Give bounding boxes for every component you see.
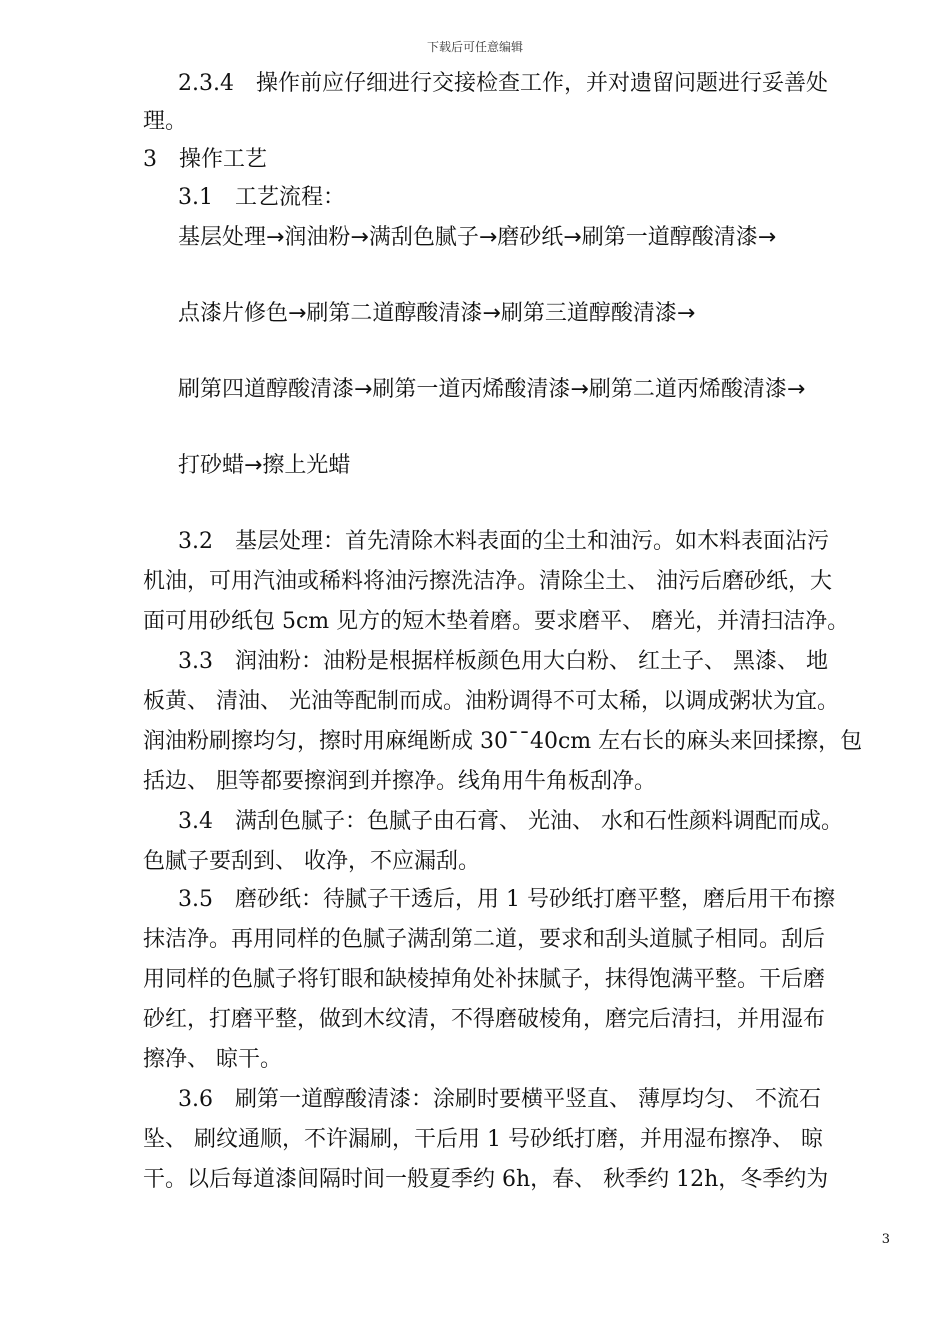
- para-3-2-line-1: 3.2 基层处理：首先清除木料表面的尘土和油污。如木料表面沾污: [178, 529, 829, 554]
- para-3-4-line-1: 3.4 满刮色腻子：色腻子由石膏、 光油、 水和石性颜料调配而成。: [178, 809, 843, 834]
- para-3-3-line-3: 润油粉刷擦均匀，擦时用麻绳断成 30¯¯40cm 左右长的麻头来回揉擦，包: [143, 729, 863, 754]
- section-3-heading: 3 操作工艺: [143, 147, 267, 172]
- para-3-5-line-4: 砂红，打磨平整，做到木纹清，不得磨破棱角，磨完后清扫，并用湿布: [143, 1007, 826, 1032]
- para-3-6-line-1: 3.6 刷第一道醇酸清漆：涂刷时要横平竖直、 薄厚均匀、 不流石: [178, 1087, 821, 1112]
- section-3-1-heading: 3.1 工艺流程：: [178, 185, 345, 210]
- process-flow-line-4: 打砂蜡→擦上光蜡: [178, 453, 351, 478]
- para-2-3-4-line-1: 2.3.4 操作前应仔细进行交接检查工作，并对遗留问题进行妥善处: [178, 71, 828, 96]
- page-header-note: 下载后可任意编辑: [426, 40, 523, 54]
- para-3-5-line-2: 抹洁净。再用同样的色腻子满刮第二道，要求和刮头道腻子相同。刮后: [143, 927, 826, 952]
- process-flow-line-2: 点漆片修色→刷第二道醇酸清漆→刷第三道醇酸清漆→: [178, 301, 696, 326]
- para-3-2-line-3: 面可用砂纸包 5cm 见方的短木垫着磨。要求磨平、 磨光，并清扫洁净。: [143, 609, 850, 634]
- para-2-3-4-line-2: 理。: [143, 109, 188, 134]
- para-3-5-line-1: 3.5 磨砂纸：待腻子干透后，用 1 号砂纸打磨平整，磨后用干布擦: [178, 887, 835, 912]
- process-flow-line-3: 刷第四道醇酸清漆→刷第一道丙烯酸清漆→刷第二道丙烯酸清漆→: [178, 377, 806, 402]
- para-3-3-line-4: 括边、 胆等都要擦润到并擦净。线角用牛角板刮净。: [143, 769, 656, 794]
- para-3-2-line-2: 机油，可用汽油或稀料将油污擦洗洁净。清除尘土、 油污后磨砂纸，大: [143, 569, 832, 594]
- page-number: 3: [881, 1232, 890, 1247]
- para-3-6-line-2: 坠、 刷纹通顺，不许漏刷，干后用 1 号砂纸打磨，并用湿布擦净、 晾: [143, 1127, 823, 1152]
- para-3-5-line-5: 擦净、 晾干。: [143, 1047, 282, 1072]
- para-3-3-line-2: 板黄、 清油、 光油等配制而成。油粉调得不可太稀，以调成粥状为宜。: [143, 689, 839, 714]
- para-3-6-line-3: 干。以后每道漆间隔时间一般夏季约 6h，春、 秋季约 12h，冬季约为: [143, 1167, 829, 1192]
- process-flow-line-1: 基层处理→润油粉→满刮色腻子→磨砂纸→刷第一道醇酸清漆→: [178, 225, 777, 250]
- para-3-4-line-2: 色腻子要刮到、 收净，不应漏刮。: [143, 849, 480, 874]
- para-3-5-line-3: 用同样的色腻子将钉眼和缺棱掉角处补抹腻子，抹得饱满平整。干后磨: [143, 967, 826, 992]
- para-3-3-line-1: 3.3 润油粉：油粉是根据样板颜色用大白粉、 红土子、 黑漆、 地: [178, 649, 828, 674]
